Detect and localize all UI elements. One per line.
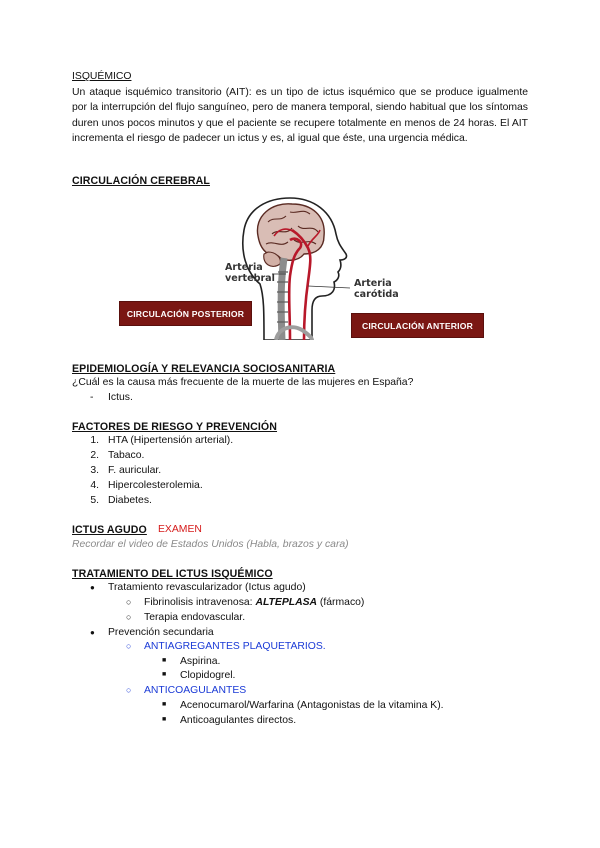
section-title-isquemico: ISQUÉMICO bbox=[72, 71, 132, 82]
circulacion-posterior-box: CIRCULACIÓN POSTERIOR bbox=[119, 301, 252, 326]
list-item: Tabaco. bbox=[108, 450, 145, 461]
tratamiento-revascularizador: Tratamiento revascularizador (Ictus agudo) bbox=[108, 582, 306, 593]
square-bullet-icon: ■ bbox=[162, 671, 167, 678]
bullet-icon: ● bbox=[90, 583, 95, 592]
circulacion-anterior-box: CIRCULACIÓN ANTERIOR bbox=[351, 313, 484, 338]
list-number: 5. bbox=[90, 495, 99, 506]
section-title-epidemiologia: EPIDEMIOLOGÍA Y RELEVANCIA SOCIOSANITARIA bbox=[72, 363, 336, 375]
epidemiologia-answer: Ictus. bbox=[108, 392, 133, 403]
circle-bullet-icon: ○ bbox=[126, 685, 132, 695]
anticoagulantes-item: ANTICOAGULANTES bbox=[144, 685, 247, 696]
prevencion-secundaria: Prevención secundaria bbox=[108, 627, 214, 638]
section-title-factores: FACTORES DE RIESGO Y PREVENCIÓN bbox=[72, 421, 278, 433]
label-arteria-carotida: Arteria carótida bbox=[354, 278, 399, 300]
list-item: F. auricular. bbox=[108, 465, 162, 476]
bullet-icon: ● bbox=[90, 628, 95, 637]
list-item: Diabetes. bbox=[108, 495, 152, 506]
list-item: HTA (Hipertensión arterial). bbox=[108, 435, 234, 446]
section-title-tratamiento: TRATAMIENTO DEL ICTUS ISQUÉMICO bbox=[72, 568, 273, 580]
list-number: 2. bbox=[90, 450, 99, 461]
label-arteria-vertebral: Arteria vertebral bbox=[225, 262, 275, 284]
aspirina-item: Aspirina. bbox=[180, 656, 221, 667]
dash-marker: - bbox=[90, 392, 94, 403]
square-bullet-icon: ■ bbox=[162, 701, 167, 708]
examen-tag: EXAMEN bbox=[158, 524, 202, 535]
list-item: Hipercolesterolemia. bbox=[108, 480, 203, 491]
antiagregantes-item: ANTIAGREGANTES PLAQUETARIOS. bbox=[144, 641, 326, 652]
anticoagulantes-directos-item: Anticoagulantes directos. bbox=[180, 715, 297, 726]
epidemiologia-question: ¿Cuál es la causa más frecuente de la muerte de las mujeres en España? bbox=[72, 377, 414, 388]
square-bullet-icon: ■ bbox=[162, 716, 167, 723]
acenocumarol-item: Acenocumarol/Warfarina (Antagonistas de la vitamina K). bbox=[180, 700, 444, 711]
section-title-ictus-agudo: ICTUS AGUDO bbox=[72, 524, 147, 536]
alteplasa-text: ALTEPLASA bbox=[255, 597, 318, 608]
list-number: 3. bbox=[90, 465, 99, 476]
fibrinolisis-item: Fibrinolisis intravenosa: ALTEPLASA (fármaco) bbox=[144, 597, 365, 608]
circle-bullet-icon: ○ bbox=[126, 612, 132, 622]
list-number: 4. bbox=[90, 480, 99, 491]
circle-bullet-icon: ○ bbox=[126, 597, 132, 607]
isquemico-paragraph: Un ataque isquémico transitorio (AIT): es un tipo de ictus isquémico que se produce igualmente por la interrupción del flujo sanguíneo, pero de manera temporal, siendo habitual que los síntomas duren unos pocos minutos y que el paciente se recupere totalmente en menos de 24 horas. El AIT incrementa el riesgo de padecer un ictus y es, al igual que éste, una urgencia médica. bbox=[72, 87, 528, 145]
section-title-circulacion: CIRCULACIÓN CEREBRAL bbox=[72, 175, 210, 187]
list-number: 1. bbox=[90, 435, 99, 446]
ictus-agudo-note: Recordar el video de Estados Unidos (Habla, brazos y cara) bbox=[72, 539, 349, 550]
endovascular-item: Terapia endovascular. bbox=[144, 612, 246, 623]
circle-bullet-icon: ○ bbox=[126, 641, 132, 651]
square-bullet-icon: ■ bbox=[162, 657, 167, 664]
clopidogrel-item: Clopidogrel. bbox=[180, 670, 236, 681]
